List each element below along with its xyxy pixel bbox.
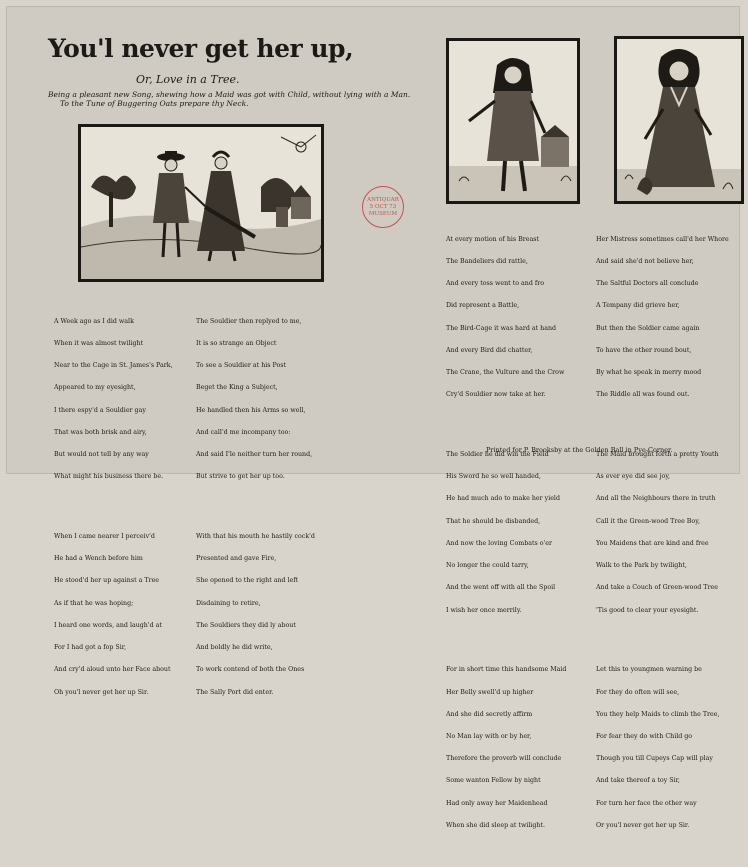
woodcut-couple-illustration <box>78 124 324 282</box>
stanza <box>196 303 346 496</box>
stanza <box>54 303 204 496</box>
verse-line: And all the Neighbours there in truth <box>596 495 716 503</box>
verse-line: Beget the King a Subject, <box>196 384 278 392</box>
ballad-description <box>48 90 428 108</box>
verse-line: Let this to youngmen warning be <box>596 666 702 674</box>
stanza <box>596 652 746 845</box>
verse-line: And cry'd aloud unto her Face about <box>54 666 171 674</box>
verse-line: For they do often will see, <box>596 688 680 696</box>
stanza <box>596 436 746 629</box>
verse-line: And take a Couch of Green-wood Tree <box>596 584 718 592</box>
verse-line: For I had got a fop Sir, <box>54 644 127 652</box>
verse-line: Oh you'l never get her up Sir. <box>54 688 149 696</box>
verse-line: With that his mouth he hastily cock'd <box>196 533 315 540</box>
verse-line: And said she'd not believe her, <box>596 257 694 265</box>
verse-line: And every Bird did chatter, <box>446 346 533 354</box>
verse-line: But then the Soldier came again <box>596 324 700 332</box>
verse-line: She opened to the right and left <box>196 577 299 585</box>
tune-text: To the Tune of Buggering Oats prepare thy Neck. <box>60 99 249 108</box>
verse-column-2 <box>196 288 346 734</box>
verse-line: The Souldier then replyed to me, <box>196 317 302 325</box>
verse-line: And now the loving Combats o'er <box>446 539 553 547</box>
verse-line: To see a Souldier at his Post <box>196 362 287 370</box>
verse-line: The Riddle all was found out. <box>596 391 690 399</box>
stanza <box>54 518 204 711</box>
printer-imprint: Printed for P. Brooksby at the Golden Ball in Pye-Corner. <box>486 446 673 454</box>
verse-line: And every toss went to and fro <box>446 280 545 288</box>
verse-line: The Bird-Cage it was hard at hand <box>446 324 557 332</box>
verse-line: But would not tell by any way <box>54 450 149 458</box>
verse-line: You they help Maids to climb the Tree, <box>596 710 720 718</box>
verse-line: For in short time this handsome Maid <box>446 666 567 674</box>
verse-line: I wish her once merrily. <box>446 606 522 614</box>
verse-line: Near to the Cage in St. James's Park, <box>54 362 173 370</box>
verse-column-4 <box>596 206 746 867</box>
verse-line: That he should be disbanded, <box>446 517 541 525</box>
verse-line: When I came nearer I perceiv'd <box>54 533 155 540</box>
verse-line: Her Belly swell'd up higher <box>446 688 534 696</box>
verse-line: The Soldier he did win the Field <box>446 451 549 458</box>
verse-line: And the went off with all the Spoil <box>446 584 556 592</box>
verse-line: Presented and gave Fire, <box>196 555 277 563</box>
broadside-sheet <box>6 6 740 829</box>
verse-line: Though you till Cupeys Cap will play <box>596 755 713 763</box>
stamp-line-1: ANTIQUAR <box>367 196 399 203</box>
verse-line: The Crane, the Vulture and the Crow <box>446 368 565 376</box>
verse-line: And take thereof a toy Sir, <box>596 777 680 785</box>
verse-line: Some wanton Fellow by night <box>446 777 541 785</box>
verse-line: As ever eye did see joy, <box>596 473 671 481</box>
verse-line: The Bandeliers did rattle, <box>446 257 528 265</box>
stanza <box>446 221 596 414</box>
verse-line: Appeared to my eyesight, <box>54 384 136 392</box>
verse-line: And she did secretly affirm <box>446 710 533 718</box>
verse-line: By what he speak in merry mood <box>596 368 702 376</box>
verse-line: No Man lay with or by her, <box>446 733 532 741</box>
ballad-subtitle: Or, Love in a Tree. <box>136 73 240 86</box>
verse-line: That was both brisk and airy, <box>54 428 147 436</box>
verse-line: But strive to get her up too. <box>196 473 285 481</box>
verse-line: And call'd me incompany too: <box>196 428 291 436</box>
verse-line: The Sally Port did enter. <box>196 688 274 696</box>
verse-line: For turn her face the other way <box>596 799 697 807</box>
ballad-title: You'l never get her up, <box>48 34 354 63</box>
museum-stamp <box>362 186 404 228</box>
verse-line: He stood'd her up against a Tree <box>54 577 160 585</box>
description-text: Being a pleasant new Song, shewing how a Maid was got with Child, without lying with a Man. <box>48 90 411 99</box>
verse-line: When she did sleep at twilight. <box>446 821 546 829</box>
verse-column-1 <box>54 288 204 734</box>
verse-line: His Sword he so well handed, <box>446 473 541 481</box>
verse-line: What might his business there be. <box>54 473 164 481</box>
verse-line: The Souldiers they did ly about <box>196 621 296 629</box>
verse-line: It is so strange an Object <box>196 339 277 347</box>
stanza <box>446 652 596 845</box>
verse-line: For fear they do with Child go <box>596 733 693 741</box>
verse-line: Call it the Green-wood Tree Boy, <box>596 517 700 525</box>
verse-line: Did represent a Battle, <box>446 302 520 310</box>
verse-line: To work contend of both the Ones <box>196 666 305 674</box>
verse-line: And said I'le neither turn her round, <box>196 450 313 458</box>
verse-line: Her Mistress sometimes call'd her Whore <box>596 235 729 243</box>
verse-line: Had only away her Maidenhead <box>446 799 548 807</box>
verse-line: At every motion of his Breast <box>446 235 540 243</box>
stanza <box>446 436 596 629</box>
verse-line: I there espy'd a Souldier gay <box>54 406 146 414</box>
verse-column-3 <box>446 206 596 867</box>
verse-line: Cry'd Souldier now take at her. <box>446 391 546 399</box>
stamp-line-3: MUSEUM <box>368 210 398 217</box>
verse-line: The Saltful Doctors all conclude <box>596 280 699 288</box>
verse-line: Or you'l never get her up Sir. <box>596 821 690 829</box>
verse-line: No longer the could tarry, <box>446 562 529 570</box>
verse-line: I heard one words, and laugh'd at <box>54 621 162 629</box>
woodcut-gentleman-illustration <box>446 38 580 204</box>
verse-line: You Maidens that are kind and free <box>596 539 709 547</box>
verse-line: Disdaining to retire, <box>196 599 261 607</box>
verse-line: As if that he was hoping; <box>54 599 134 607</box>
stanza <box>196 518 346 711</box>
verse-line: He handled then his Arms so well, <box>196 406 306 414</box>
verse-line: Therefore the proverb will conclude <box>446 755 562 763</box>
verse-line: When it was almost twilight <box>54 339 144 347</box>
stanza <box>596 221 746 414</box>
verse-line: To have the other round bout, <box>596 346 692 354</box>
verse-line: And boldly he did write, <box>196 644 273 652</box>
stamp-line-2: 5 OCT 73 <box>369 203 397 210</box>
verse-line: He had much ado to make her yield <box>446 495 560 503</box>
verse-line: A Tempany did grieve her, <box>596 302 680 310</box>
woodcut-lady-illustration <box>614 36 744 204</box>
verse-line: 'Tis good to clear your eyesight. <box>596 606 699 614</box>
verse-line: Walk to the Park by twilight, <box>596 562 687 570</box>
verse-line: The Maid brought forth a pretty Youth <box>596 451 719 458</box>
verse-line: A Week ago as I did walk <box>54 317 134 325</box>
verse-line: He had a Wench before him <box>54 555 143 563</box>
